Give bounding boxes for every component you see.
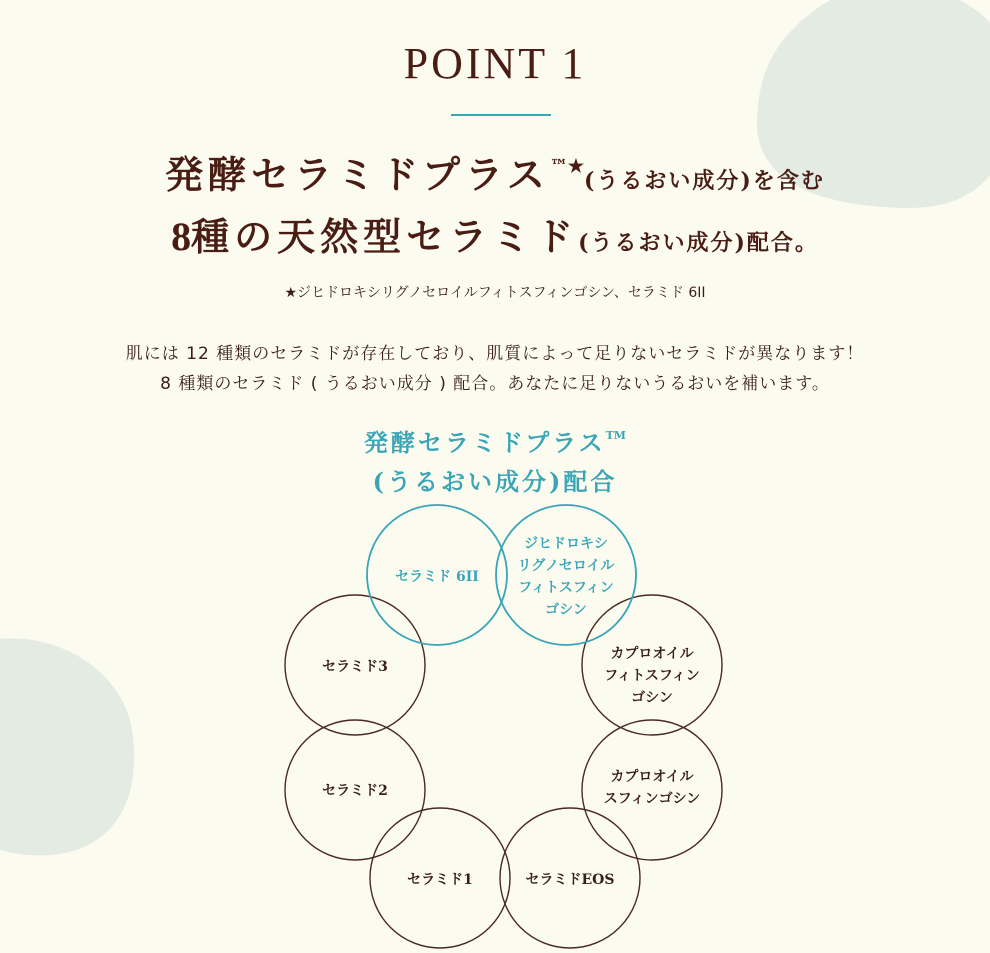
headline-1-trademark: ™★ xyxy=(549,156,585,177)
label-ceramide-2: セラミド2 xyxy=(322,783,388,799)
label-caprooyl-sphingosine: カプロオイル スフィンゴシン xyxy=(603,769,701,807)
label-ceramide-eos: セラミドEOS xyxy=(525,872,615,888)
label-ceramide-6ii: セラミド 6II xyxy=(395,569,479,585)
headline-2-paren: (うるおい成分) xyxy=(578,230,747,256)
sub-heading-line-2: (うるおい成分)配合 xyxy=(372,467,618,496)
point-title: POINT 1 xyxy=(403,39,587,88)
body-text-line-2: 8 種類のセラミド ( うるおい成分 ) 配合。あなたに足りないうるおいを補います。 xyxy=(160,374,830,394)
headline-1-tail: を含む xyxy=(752,168,825,194)
label-dihydroxy-lignoceroyl: ジヒドロキシ リグノセロイル フィトスフィン ゴシン xyxy=(517,536,615,618)
sub-heading-1-text: 発酵セラミドプラス xyxy=(364,428,606,457)
label-ceramide-3: セラミド3 xyxy=(322,659,388,675)
label-caprooyl-phytosphingosine: カプロオイル フィトスフィン ゴシン xyxy=(604,646,700,706)
headline-2-main: 種の天然型セラミド xyxy=(191,214,579,259)
label-ceramide-1: セラミド1 xyxy=(407,872,473,888)
headline-1-paren: (うるおい成分) xyxy=(584,168,753,194)
headline-2-tail: 配合。 xyxy=(746,230,819,256)
sub-heading-trademark: TM xyxy=(605,429,626,442)
headline-2-number: 8 xyxy=(171,214,192,259)
footnote: ★ジヒドロキシリグノセロイルフィトスフィンゴシン、セラミド 6II xyxy=(284,285,706,301)
body-text-line-1: 肌には 12 種類のセラミドが存在しており、肌質によって足りないセラミドが異なります！ xyxy=(125,344,865,364)
headline-1-main: 発酵セラミドプラス xyxy=(165,152,550,197)
